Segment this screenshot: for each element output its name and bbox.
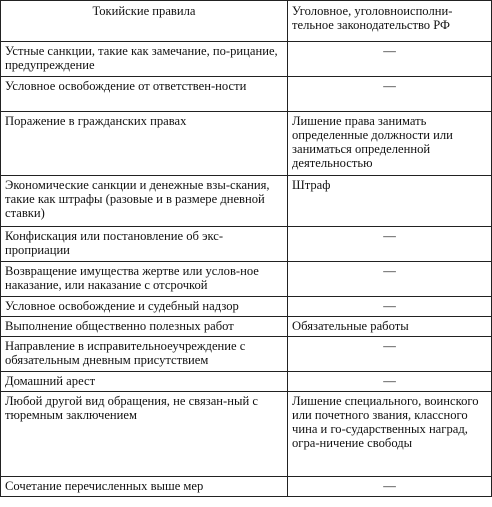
russian-law-cell: Штраф xyxy=(288,176,492,227)
russian-law-cell: — xyxy=(288,337,492,372)
tokyo-rule-cell: Сочетание перечисленных выше мер xyxy=(1,477,288,497)
russian-law-cell: — xyxy=(288,297,492,317)
table-row xyxy=(1,77,492,112)
russian-law-cell: — xyxy=(288,227,492,262)
tokyo-rule-cell: Любой другой вид обращения, не связан-ный с тюремным заключением xyxy=(1,392,288,477)
table-row xyxy=(1,176,492,227)
table-row xyxy=(1,112,492,176)
table-row xyxy=(1,227,492,262)
russian-law-cell: — xyxy=(288,372,492,392)
table-row xyxy=(1,262,492,297)
table-row xyxy=(1,42,492,77)
table-row xyxy=(1,392,492,477)
header-row xyxy=(1,1,492,42)
russian-law-cell: Лишение права занимать определенные должности или заниматься определенной деятельностью xyxy=(288,112,492,176)
russian-law-cell: — xyxy=(288,477,492,497)
tokyo-rule-cell: Домашний арест xyxy=(1,372,288,392)
russian-law-cell: — xyxy=(288,77,492,112)
tokyo-rule-cell: Экономические санкции и денежные взы-скания, такие как штрафы (разовые и в размере дневной ставки) xyxy=(1,176,288,227)
tokyo-rule-cell: Условное освобождение и судебный надзор xyxy=(1,297,288,317)
table-row xyxy=(1,372,492,392)
table-row xyxy=(1,297,492,317)
tokyo-rule-cell: Устные санкции, такие как замечание, по-рицание, предупреждение xyxy=(1,42,288,77)
tokyo-rule-cell: Конфискация или постановление об экс-проприации xyxy=(1,227,288,262)
russian-law-cell: — xyxy=(288,262,492,297)
tokyo-rule-cell: Поражение в гражданских правах xyxy=(1,112,288,176)
table-row xyxy=(1,477,492,497)
table-row xyxy=(1,337,492,372)
tokyo-rule-cell: Выполнение общественно полезных работ xyxy=(1,317,288,337)
russian-law-cell: Лишение специального, воинского или почетного звания, классного чина и го-сударственных наград, огра-ничение свободы xyxy=(288,392,492,477)
header-tokyo-rules: Токийские правила xyxy=(1,1,288,42)
table-row xyxy=(1,317,492,337)
russian-law-cell: Обязательные работы xyxy=(288,317,492,337)
header-russian-law: Уголовное, уголовноисполни-тельное законодательство РФ xyxy=(288,1,492,42)
tokyo-rule-cell: Условное освобождение от ответствен-ности xyxy=(1,77,288,112)
tokyo-rule-cell: Направление в исправительноеучреждение с обязательным дневным присутствием xyxy=(1,337,288,372)
tokyo-rule-cell: Возвращение имущества жертве или услов-ное наказание, или наказание с отсрочкой xyxy=(1,262,288,297)
russian-law-cell: — xyxy=(288,42,492,77)
